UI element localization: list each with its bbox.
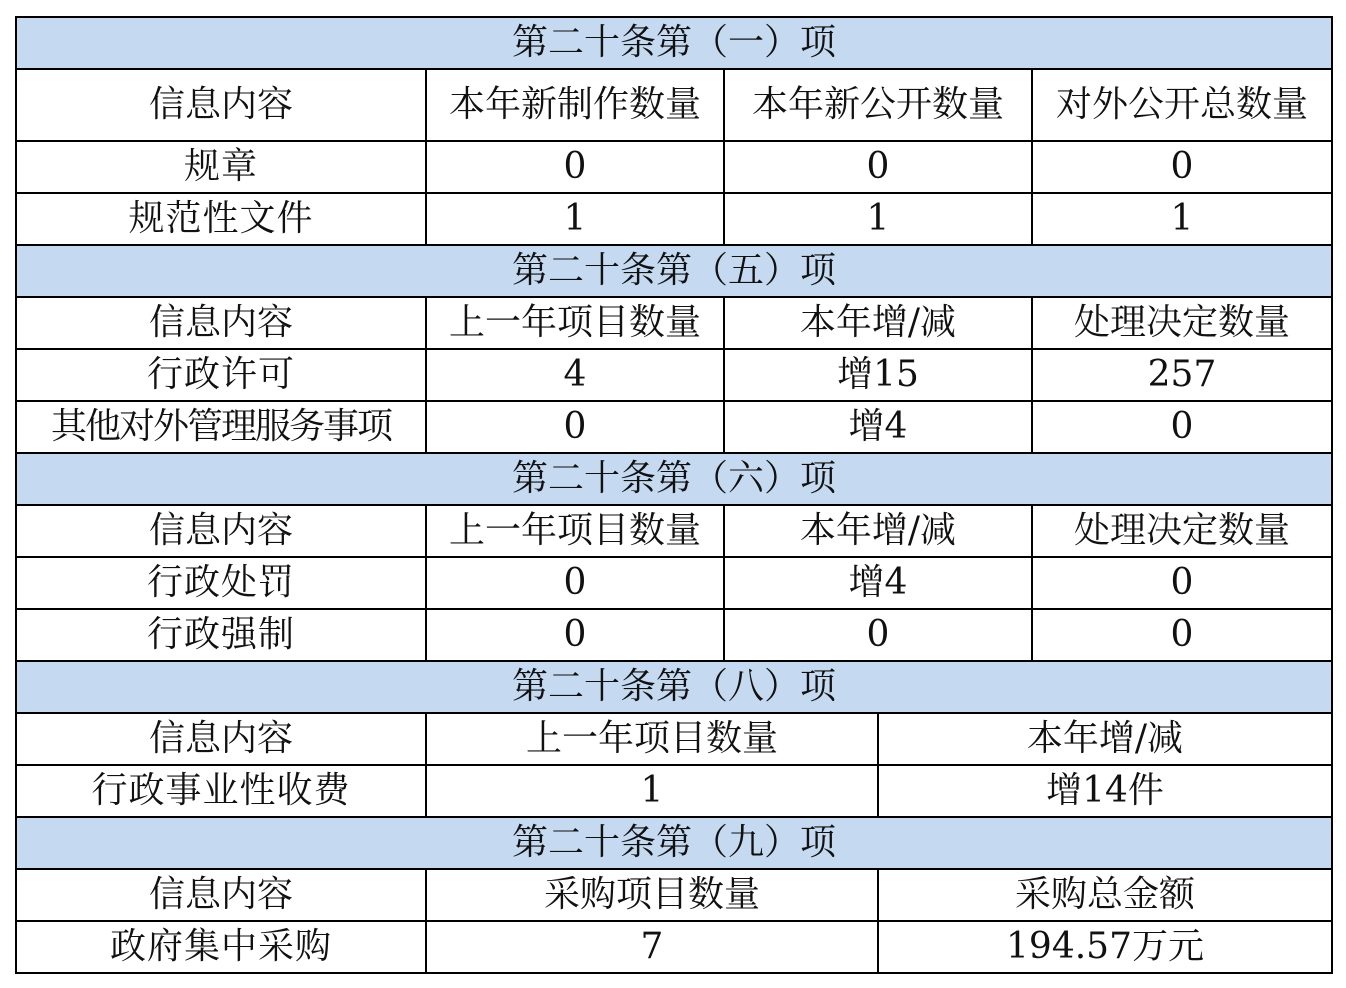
section-header-row xyxy=(16,661,1332,713)
section-title: 第二十条第（八）项 xyxy=(16,661,1332,713)
header-cell: 信息内容 xyxy=(16,69,426,141)
section-title: 第二十条第（六）项 xyxy=(16,453,1332,505)
table-cell: 增14件 xyxy=(878,765,1332,817)
column-header-row xyxy=(16,297,1332,349)
header-cell: 信息内容 xyxy=(16,297,426,349)
header-cell: 处理决定数量 xyxy=(1032,505,1332,557)
table-cell: 增4 xyxy=(724,557,1032,609)
table-cell: 0 xyxy=(1032,557,1332,609)
section-title: 第二十条第（九）项 xyxy=(16,817,1332,869)
header-cell: 采购项目数量 xyxy=(426,869,878,921)
header-cell: 上一年项目数量 xyxy=(426,505,724,557)
table-cell: 0 xyxy=(426,401,724,453)
header-cell: 本年增/减 xyxy=(878,713,1332,765)
header-cell: 本年增/减 xyxy=(724,505,1032,557)
table-cell: 0 xyxy=(1032,609,1332,661)
row-label: 行政许可 xyxy=(16,349,426,401)
table-row xyxy=(16,141,1332,193)
header-cell: 本年新公开数量 xyxy=(724,69,1032,141)
table-cell: 1 xyxy=(724,193,1032,245)
section-header-row xyxy=(16,453,1332,505)
header-cell: 本年新制作数量 xyxy=(426,69,724,141)
row-label: 行政事业性收费 xyxy=(16,765,426,817)
row-label: 政府集中采购 xyxy=(16,921,426,973)
table-cell: 0 xyxy=(724,141,1032,193)
row-label: 规范性文件 xyxy=(16,193,426,245)
table-row xyxy=(16,921,1332,973)
table-row xyxy=(16,349,1332,401)
table-cell: 增4 xyxy=(724,401,1032,453)
table-cell: 0 xyxy=(426,141,724,193)
disclosure-table xyxy=(15,16,1333,974)
table-cell: 0 xyxy=(426,609,724,661)
header-cell: 处理决定数量 xyxy=(1032,297,1332,349)
table-row xyxy=(16,193,1332,245)
column-header-row xyxy=(16,69,1332,141)
section-title: 第二十条第（一）项 xyxy=(16,17,1332,69)
section-header-row xyxy=(16,245,1332,297)
header-cell: 信息内容 xyxy=(16,505,426,557)
table-cell: 7 xyxy=(426,921,878,973)
table-cell: 4 xyxy=(426,349,724,401)
column-header-row xyxy=(16,869,1332,921)
header-cell: 信息内容 xyxy=(16,713,426,765)
section-header-row xyxy=(16,17,1332,69)
table-row xyxy=(16,557,1332,609)
section-title: 第二十条第（五）项 xyxy=(16,245,1332,297)
header-cell: 采购总金额 xyxy=(878,869,1332,921)
table-row xyxy=(16,401,1332,453)
header-cell: 上一年项目数量 xyxy=(426,297,724,349)
row-label: 规章 xyxy=(16,141,426,193)
table-cell: 1 xyxy=(1032,193,1332,245)
column-header-row xyxy=(16,713,1332,765)
section-header-row xyxy=(16,817,1332,869)
header-cell: 上一年项目数量 xyxy=(426,713,878,765)
table-cell: 194.57万元 xyxy=(878,921,1332,973)
header-cell: 对外公开总数量 xyxy=(1032,69,1332,141)
row-label: 行政处罚 xyxy=(16,557,426,609)
header-cell: 本年增/减 xyxy=(724,297,1032,349)
table-cell: 增15 xyxy=(724,349,1032,401)
table-cell: 0 xyxy=(1032,401,1332,453)
table-cell: 257 xyxy=(1032,349,1332,401)
row-label: 行政强制 xyxy=(16,609,426,661)
column-header-row xyxy=(16,505,1332,557)
table-cell: 0 xyxy=(1032,141,1332,193)
header-cell: 信息内容 xyxy=(16,869,426,921)
table-cell: 0 xyxy=(426,557,724,609)
row-label: 其他对外管理服务事项 xyxy=(16,401,426,453)
table-row xyxy=(16,609,1332,661)
table-cell: 0 xyxy=(724,609,1032,661)
table-row xyxy=(16,765,1332,817)
table-cell: 1 xyxy=(426,765,878,817)
table-cell: 1 xyxy=(426,193,724,245)
